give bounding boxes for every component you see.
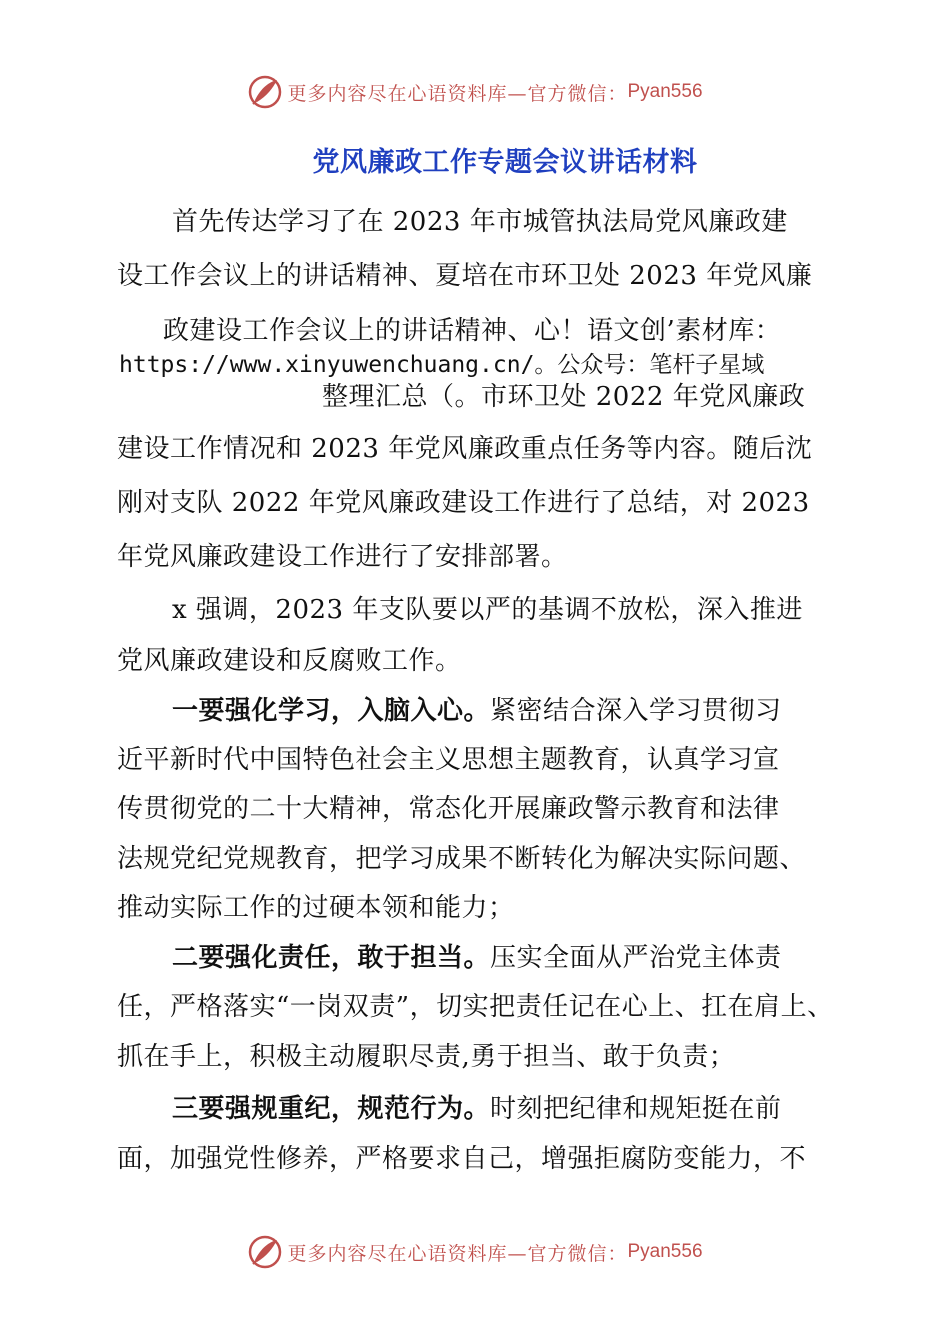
- paragraph-line: 近平新时代中国特色社会主义思想主题教育，认真学习宣: [117, 745, 780, 775]
- paragraph-line: 政建设工作会议上的讲话精神、心！语文创’素材库：: [163, 316, 782, 346]
- paragraph-line: 面，加强党性修养，严格要求自己，增强拒腐防变能力，不: [117, 1144, 807, 1174]
- paragraph-line: 整理汇总（。市环卫处 2022 年党风廉政: [322, 382, 806, 412]
- header-banner: [0, 72, 950, 112]
- paragraph-line: 党风廉政建设和反腐败工作。: [117, 646, 462, 676]
- paragraph-line: 刚对支队 2022 年党风廉政建设工作进行了总结，对 2023: [117, 488, 810, 518]
- paragraph-text: 压实全面从严治党主体责: [490, 943, 782, 973]
- paragraph-line: 建设工作情况和 2023 年党风廉政重点任务等内容。随后沈: [117, 434, 813, 464]
- document-title: 党风廉政工作专题会议讲话材料: [312, 147, 698, 178]
- paragraph-line: https://www.xinyuwenchuang.cn/。公众号：笔杆子星域: [119, 352, 765, 378]
- paragraph-line: x 强调，2023 年支队要以严的基调不放松，深入推进: [172, 595, 803, 625]
- paragraph-line: 抓在手上，积极主动履职尽责,勇于担当、敢于负责；: [117, 1042, 736, 1072]
- paragraph-text: 紧密结合深入学习贯彻习: [490, 696, 782, 726]
- feather-quill-logo-icon: [247, 1234, 283, 1270]
- wechat-id: Pyan556: [627, 81, 703, 102]
- paragraph-line: 设工作会议上的讲话精神、夏培在市环卫处 2023 年党风廉: [117, 261, 813, 291]
- paragraph-line: 首先传达学习了在 2023 年市城管执法局党风廉政建: [172, 207, 788, 237]
- feather-quill-logo-icon: [247, 74, 283, 110]
- section-heading: 二要强化责任，敢于担当。: [172, 943, 491, 973]
- banner-text: 更多内容尽在心语资料库—官方微信：: [287, 82, 628, 105]
- paragraph-line: 法规党纪党规教育，把学习成果不断转化为解决实际问题、: [117, 844, 807, 874]
- paragraph-line: [172, 695, 782, 727]
- paragraph-line: 传贯彻党的二十大精神，常态化开展廉政警示教育和法律: [117, 794, 780, 824]
- banner-text: 更多内容尽在心语资料库—官方微信：: [287, 1242, 628, 1265]
- paragraph-text: 时刻把纪律和规矩挺在前: [490, 1094, 782, 1124]
- paragraph-line: [172, 1093, 782, 1125]
- section-heading: 一要强化学习，入脑入心。: [172, 696, 491, 726]
- paragraph-line: [172, 942, 782, 974]
- section-heading: 三要强规重纪，规范行为。: [172, 1094, 491, 1124]
- paragraph-line: 年党风廉政建设工作进行了安排部署。: [117, 542, 568, 572]
- paragraph-line: 任，严格落实“一岗双责”，切实把责任记在心上、扛在肩上、: [117, 992, 834, 1022]
- footer-banner: [0, 1232, 950, 1272]
- paragraph-line: 推动实际工作的过硬本领和能力；: [117, 893, 515, 923]
- wechat-id: Pyan556: [627, 1241, 703, 1262]
